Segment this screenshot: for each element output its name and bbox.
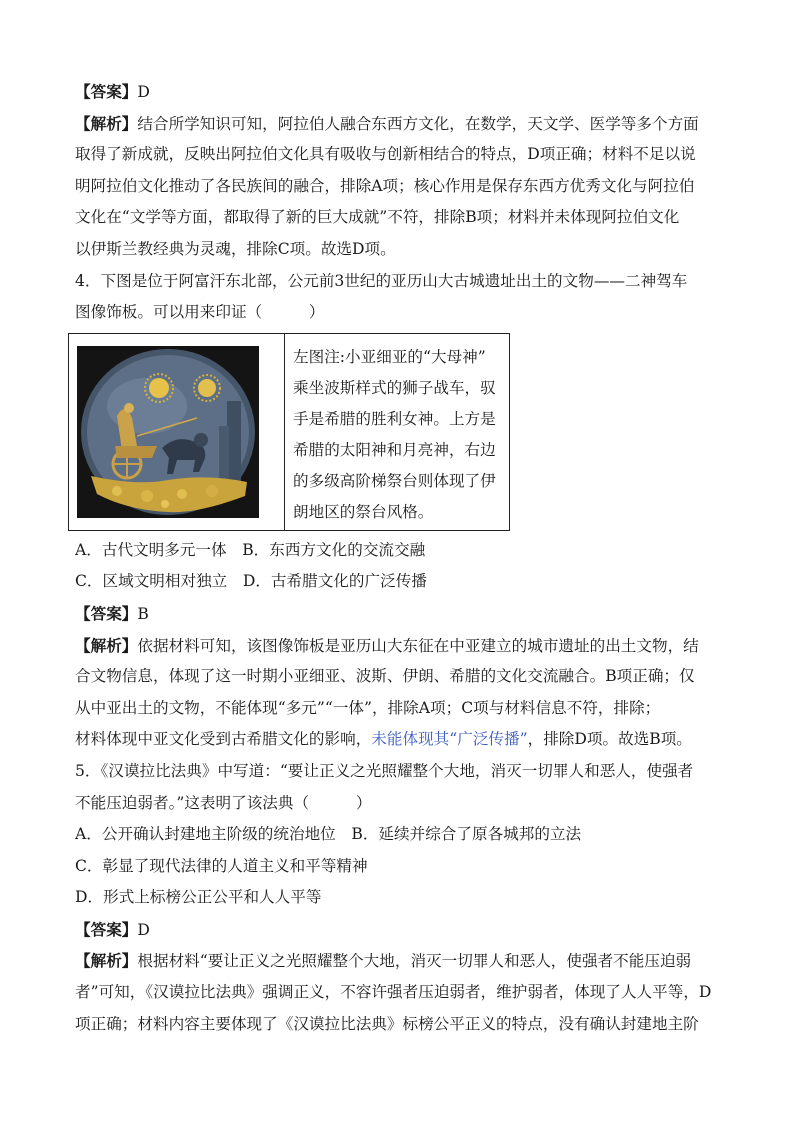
q5-stem-line: 5．《汉谟拉比法典》中写道：“要让正义之光照耀整个大地，消灭一切罪人和恶人，使强者 <box>75 761 694 780</box>
q3-answer <box>75 76 747 108</box>
q3-analysis-line: 【解析】结合所学知识可知，阿拉伯人融合东西方文化，在数学，天文学、医学等多个方面 <box>75 113 699 133</box>
answer-value: D <box>137 83 150 101</box>
q3-analysis-line: 取得了新成就，反映出阿拉伯文化具有吸收与创新相结合的特点，D项正确；材料不足以说 <box>75 145 696 164</box>
q4-stem-line: 图像饰板。可以用来印证（ ） <box>75 303 325 322</box>
q3-analysis-line: 明阿拉伯文化推动了各民族间的融合，排除A项；核心作用是保存东西方优秀文化与阿拉伯 <box>75 176 695 195</box>
answer-label: 【答案】 <box>75 82 138 101</box>
q4-option-line: C．区域文明相对独立 D．古希腊文化的广泛传播 <box>75 572 427 591</box>
q5-answer <box>75 914 747 946</box>
q5-option-line: A．公开确认封建地主阶级的统治地位 B．延续并综合了原各城邦的立法 <box>75 825 582 844</box>
q4-analysis-line: 材料体现中亚文化受到古希腊文化的影响，未能体现其“广泛传播”，排除D项。故选B项。 <box>75 730 692 749</box>
q3-analysis-line: 文化在“文学等方面，都取得了新的巨大成就”不符，排除B项；材料并未体现阿拉伯文化 <box>75 208 680 227</box>
answer-label: 【答案】 <box>75 919 138 939</box>
q4-figure-box <box>68 333 510 531</box>
q4-analysis-line: 【解析】依据材料可知，该图像饰板是亚历山大东征在中亚建立的城市遗址的出土文物，结 <box>75 635 699 655</box>
q5-analysis-line: 项正确；材料内容主要体现了《汉谟拉比法典》标榜公平正义的特点，没有确认封建地主阶 <box>75 1014 699 1033</box>
analysis-label: 【解析】 <box>75 951 138 971</box>
q5-option-line: C．彰显了现代法律的人道主义和平等精神 <box>75 856 368 875</box>
q4-analysis-line: 从中亚出土的文物，不能体现“多元”“一体”，排除A项；C项与材料信息不符，排除； <box>75 698 661 717</box>
highlighted-text: 未能体现其“广泛传播” <box>371 730 528 749</box>
q4-option-line: A．古代文明多元一体 B．东西方文化的交流交融 <box>75 540 426 559</box>
q5-analysis-line: 者”可知，《汉谟拉比法典》强调正义，不容许强者压迫弱者，维护弱者，体现了人人平等，D <box>75 983 712 1002</box>
chariot-plaque-icon <box>77 346 259 518</box>
q4-analysis-line: 合文物信息，体现了这一时期小亚细亚、波斯、伊朗、希腊的文化交流融合。B项正确；仅 <box>75 667 695 686</box>
analysis-label: 【解析】 <box>75 635 138 655</box>
q5-analysis-line: 【解析】根据材料“要让正义之光照耀整个大地，消灭一切罪人和恶人，使强者不能压迫弱 <box>75 951 692 971</box>
q4-stem-line: 4．下图是位于阿富汗东北部，公元前3世纪的亚历山大古城遗址出土的文物——二神驾车 <box>75 271 688 290</box>
answer-value: B <box>137 604 149 623</box>
q5-stem-line: 不能压迫弱者。”这表明了该法典（ ） <box>75 793 372 812</box>
q4-answer <box>75 598 747 630</box>
answer-label: 【答案】 <box>75 603 138 623</box>
q3-analysis-line: 以伊斯兰教经典为灵魂，排除C项。故选D项。 <box>75 239 396 258</box>
chariot-plaque-image <box>69 334 285 530</box>
analysis-label: 【解析】 <box>75 113 138 133</box>
answer-value: D <box>137 920 150 939</box>
q5-option-line: D．形式上标榜公正公平和人人平等 <box>75 888 322 907</box>
page-content <box>75 76 747 1040</box>
figure-caption: 左图注:小亚细亚的“大母神” 乘坐波斯样式的狮子战车，驭 手是希腊的胜利女神。上方是 希腊的太阳神和月亮神，右边 的多级高阶梯祭台则体现了伊 朗地区的祭台风格。 <box>293 347 496 521</box>
